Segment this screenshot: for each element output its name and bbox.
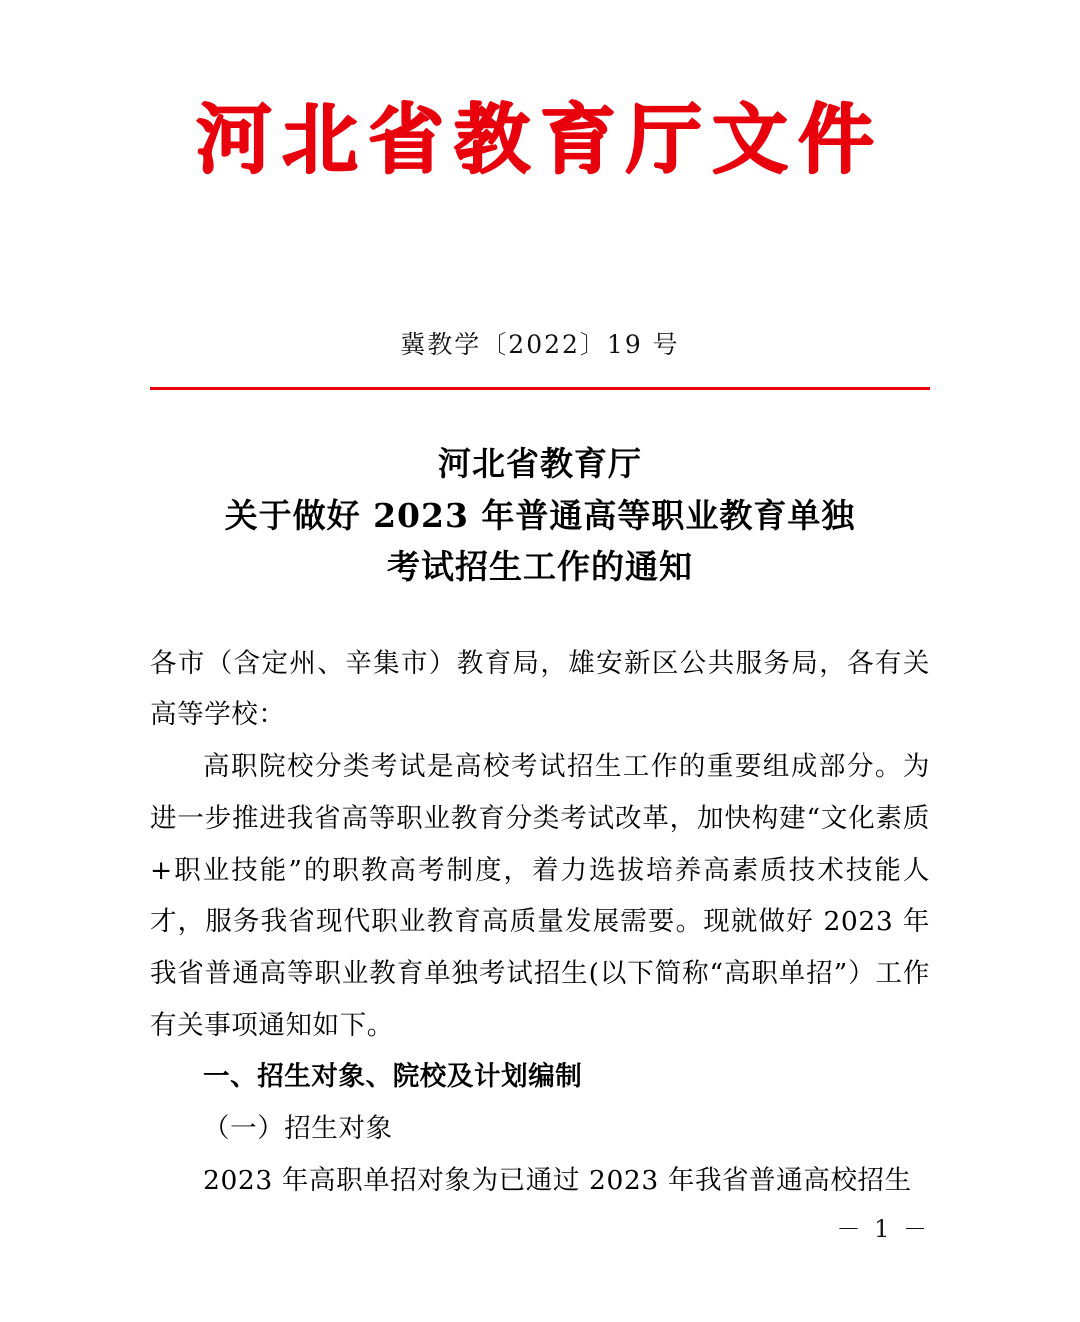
document-title-line-1: 河北省教育厅 xyxy=(438,444,642,484)
page-number: － 1 － xyxy=(836,1215,930,1243)
document-title xyxy=(150,438,930,591)
body-paragraph-1: 高职院校分类考试是高校考试招生工作的重要组成部分。为进一步推进我省高等职业教育分类考试改革，加快构建“文化素质+职业技能”的职教高考制度，着力选拔培养高素质技术技能人才，服务我省现代职业教育高质量发展需要。现就做好 2023 年我省普通高等职业教育单独考试招生(以下简称“高职单招”）工作有关事项通知如下。 xyxy=(150,751,930,1041)
subsection-heading-1: （一）招生对象 xyxy=(203,1112,393,1144)
document-title-line-2: 关于做好 2023 年普通高等职业教育单独 xyxy=(224,495,856,535)
red-divider-rule xyxy=(150,387,930,390)
addressee-paragraph: 各市（含定州、辛集市）教育局，雄安新区公共服务局，各有关高等学校： xyxy=(150,647,930,731)
section-heading-1: 一、招生对象、院校及计划编制 xyxy=(203,1061,583,1093)
document-body xyxy=(150,638,930,1206)
masthead xyxy=(150,0,930,183)
document-title-line-3: 考试招生工作的通知 xyxy=(387,546,693,586)
body-paragraph-2: 2023 年高职单招对象为已通过 2023 年我省普通高校招生 xyxy=(203,1164,912,1196)
document-number: 冀教学〔2022〕19 号 xyxy=(400,330,680,360)
issuing-authority-title: 河北省教育厅文件 xyxy=(196,95,884,184)
